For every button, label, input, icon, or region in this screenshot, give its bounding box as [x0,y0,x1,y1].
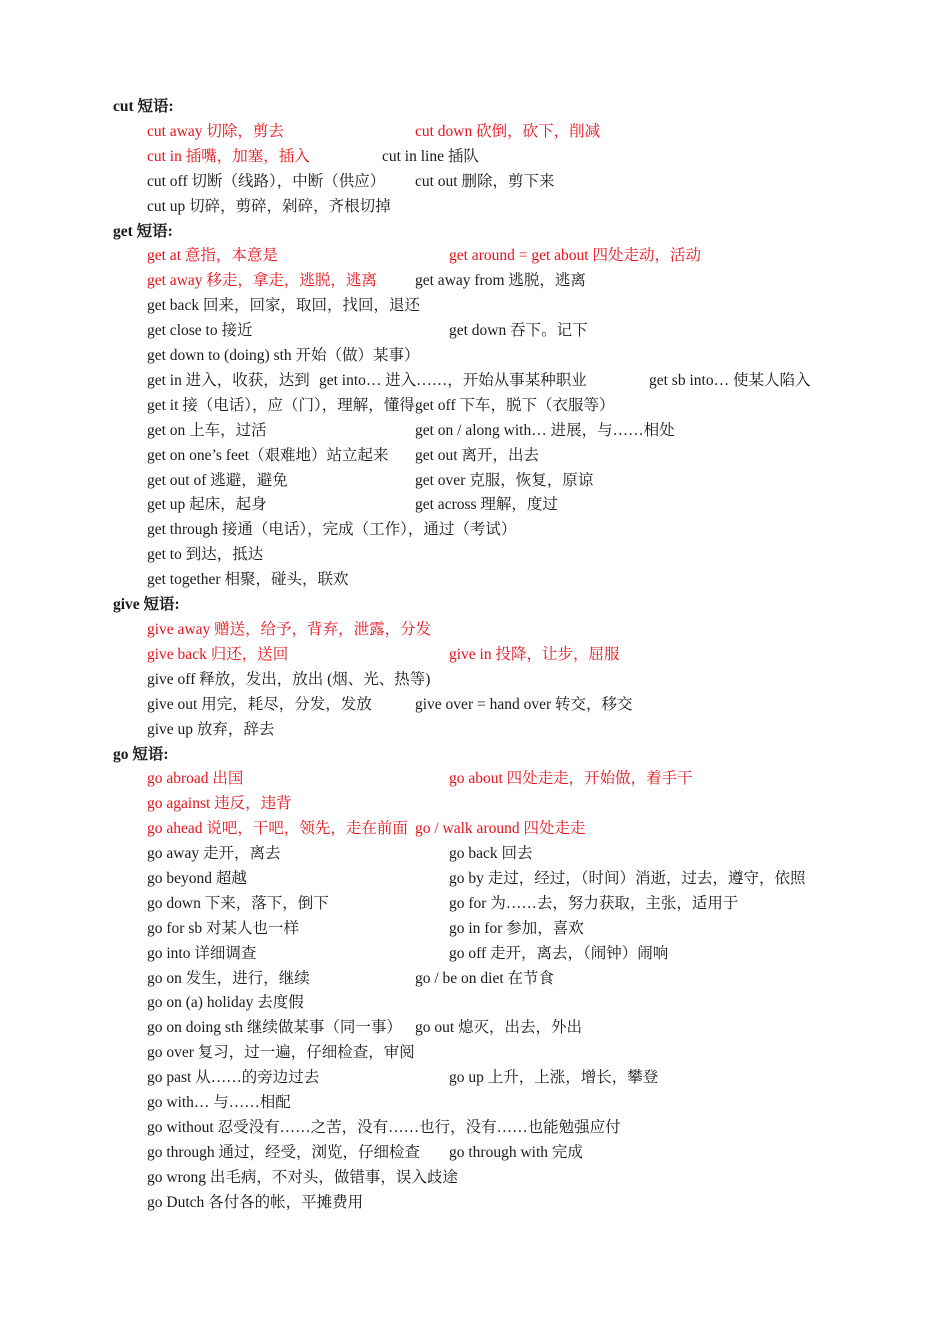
phrase-line [0,894,950,918]
go-heading-line [0,745,950,769]
phrase-entry: go back 回去 [449,845,533,862]
phrase-entry: get on one’s feet（艰难地）站立起来 [147,447,389,464]
phrase-line [0,695,950,719]
phrase-entry: go in for 参加，喜欢 [449,920,584,937]
phrase-line [0,321,950,345]
phrase-entry: go on 发生，进行，继续 [147,970,310,987]
phrase-line [0,969,950,993]
phrase-line [0,844,950,868]
phrase-line [0,545,950,569]
phrase-entry: go Dutch 各付各的帐，平摊费用 [147,1194,364,1211]
phrase-line [0,620,950,644]
phrase-line [0,670,950,694]
phrase-entry: go off 走开，离去，（闹钟）闹响 [449,945,669,962]
phrase-entry: get to 到达，抵达 [147,546,264,563]
phrase-line [0,1193,950,1217]
phrase-entry: give away 赠送，给予，背弃，泄露，分发 [147,621,432,638]
section-heading-give: give 短语: [113,596,180,613]
phrase-entry: get away 移走，拿走，逃脱，逃离 [147,272,377,289]
phrase-entry: go without 忍受没有……之苦，没有……也行，没有……也能勉强应付 [147,1119,621,1136]
phrase-entry: cut away 切除，剪去 [147,123,284,140]
phrase-entry: go for sb 对某人也一样 [147,920,299,937]
phrase-entry: get up 起床，起身 [147,496,267,513]
phrase-entry: cut out 删除，剪下来 [415,173,555,190]
phrase-entry: cut down 砍倒，砍下，削减 [415,123,601,140]
phrase-line [0,421,950,445]
phrase-entry: give out 用完，耗尽，分发，发放 [147,696,372,713]
cut-heading-line [0,97,950,121]
phrase-entry: give in 投降，让步，屈服 [449,646,620,663]
phrase-line [0,446,950,470]
phrase-entry: go out 熄灭，出去，外出 [415,1019,583,1036]
phrase-line [0,1093,950,1117]
phrase-line [0,471,950,495]
phrase-entry: get at 意指，本意是 [147,247,278,264]
phrase-entry: get back 回来，回家，取回，找回，退还 [147,297,420,314]
phrase-entry: get on / along with… 进展，与……相处 [415,422,675,439]
phrase-entry: get down 吞下。记下 [449,322,588,339]
phrase-entry: cut up 切碎，剪碎，剁碎，齐根切掉 [147,198,391,215]
phrase-entry: go past 从……的旁边过去 [147,1069,320,1086]
give-heading-line [0,595,950,619]
phrase-entry: go / be on diet 在节食 [415,970,555,987]
phrase-entry: give over = hand over 转交，移交 [415,696,633,713]
phrase-line [0,1068,950,1092]
phrase-line [0,993,950,1017]
phrase-line [0,197,950,221]
phrase-entry: go beyond 超越 [147,870,247,887]
phrase-entry: get sb into… 使某人陷入 [649,372,811,389]
phrase-entry: get off 下车，脱下（衣服等） [415,397,615,414]
phrase-line [0,869,950,893]
phrase-line [0,1018,950,1042]
section-heading-get: get 短语: [113,223,173,240]
section-heading-go: go 短语: [113,746,169,763]
phrase-line [0,1143,950,1167]
phrase-entry: get across 理解，度过 [415,496,558,513]
phrase-entry: go against 违反，违背 [147,795,292,812]
phrase-entry: go by 走过，经过，（时间）消逝，过去，遵守，依照 [449,870,806,887]
phrase-entry: get on 上车，过活 [147,422,267,439]
phrase-line [0,919,950,943]
phrase-entry: go ahead 说吧，干吧，领先，走在前面 [147,820,408,837]
phrase-entry: go through with 完成 [449,1144,583,1161]
phrase-line [0,944,950,968]
phrase-entry: go into 详细调查 [147,945,257,962]
phrase-line [0,122,950,146]
phrase-entry: get out 离开，出去 [415,447,539,464]
phrase-line [0,346,950,370]
phrase-entry: give up 放弃，辞去 [147,721,275,738]
phrase-entry: go with… 与……相配 [147,1094,291,1111]
phrase-entry: get down to (doing) sth 开始（做）某事） [147,347,420,364]
phrase-entry: get together 相聚，碰头，联欢 [147,571,349,588]
phrase-entry: go away 走开，离去 [147,845,281,862]
phrase-line [0,396,950,420]
phrase-line [0,645,950,669]
phrase-entry: go / walk around 四处走走 [415,820,586,837]
phrase-entry: cut in line 插队 [382,148,479,165]
phrase-line [0,570,950,594]
phrase-entry: get around = get about 四处走动，活动 [449,247,701,264]
phrase-entry: go up 上升，上涨，增长，攀登 [449,1069,659,1086]
phrase-entry: get away from 逃脱，逃离 [415,272,586,289]
phrase-entry: get into… 进入……，开始从事某种职业 [319,372,587,389]
phrase-line [0,720,950,744]
phrase-line [0,520,950,544]
phrase-entry: get it 接（电话），应（门），理解，懂得 [147,397,415,414]
phrase-line [0,147,950,171]
phrase-entry: cut in 插嘴，加塞，插入 [147,148,310,165]
phrase-line [0,271,950,295]
phrase-line [0,794,950,818]
phrase-entry: get through 接通（电话），完成（工作），通过（考试） [147,521,517,538]
phrase-entry: give off 释放，发出，放出 (烟、光、热等) [147,671,431,688]
phrase-line [0,371,950,395]
phrase-entry: go on doing sth 继续做某事（同一事） [147,1019,402,1036]
phrase-entry: get out of 逃避，避免 [147,472,288,489]
phrase-line [0,296,950,320]
phrase-entry: give back 归还，送回 [147,646,289,663]
phrase-entry: go through 通过，经受，浏览，仔细检查 [147,1144,420,1161]
phrase-entry: go down 下来，落下，倒下 [147,895,329,912]
phrase-entry: go on (a) holiday 去度假 [147,994,304,1011]
phrase-entry: go over 复习，过一遍，仔细检查，审阅 [147,1044,415,1061]
phrase-line [0,769,950,793]
phrase-entry: cut off 切断（线路），中断（供应） [147,173,386,190]
phrase-line [0,819,950,843]
phrase-line [0,1118,950,1142]
phrase-line [0,1168,950,1192]
phrase-entry: get over 克服，恢复，原谅 [415,472,594,489]
get-heading-line [0,222,950,246]
section-heading-cut: cut 短语: [113,98,174,115]
phrase-entry: go for 为……去，努力获取，主张，适用于 [449,895,739,912]
phrase-entry: go abroad 出国 [147,770,244,787]
phrase-entry: go about 四处走走，开始做，着手干 [449,770,693,787]
phrase-line [0,1043,950,1067]
phrase-entry: get in 进入，收获，达到 [147,372,310,389]
phrase-line [0,495,950,519]
phrase-line [0,246,950,270]
phrase-line [0,172,950,196]
phrase-entry: go wrong 出毛病，不对头，做错事，误入歧途 [147,1169,458,1186]
phrase-entry: get close to 接近 [147,322,253,339]
